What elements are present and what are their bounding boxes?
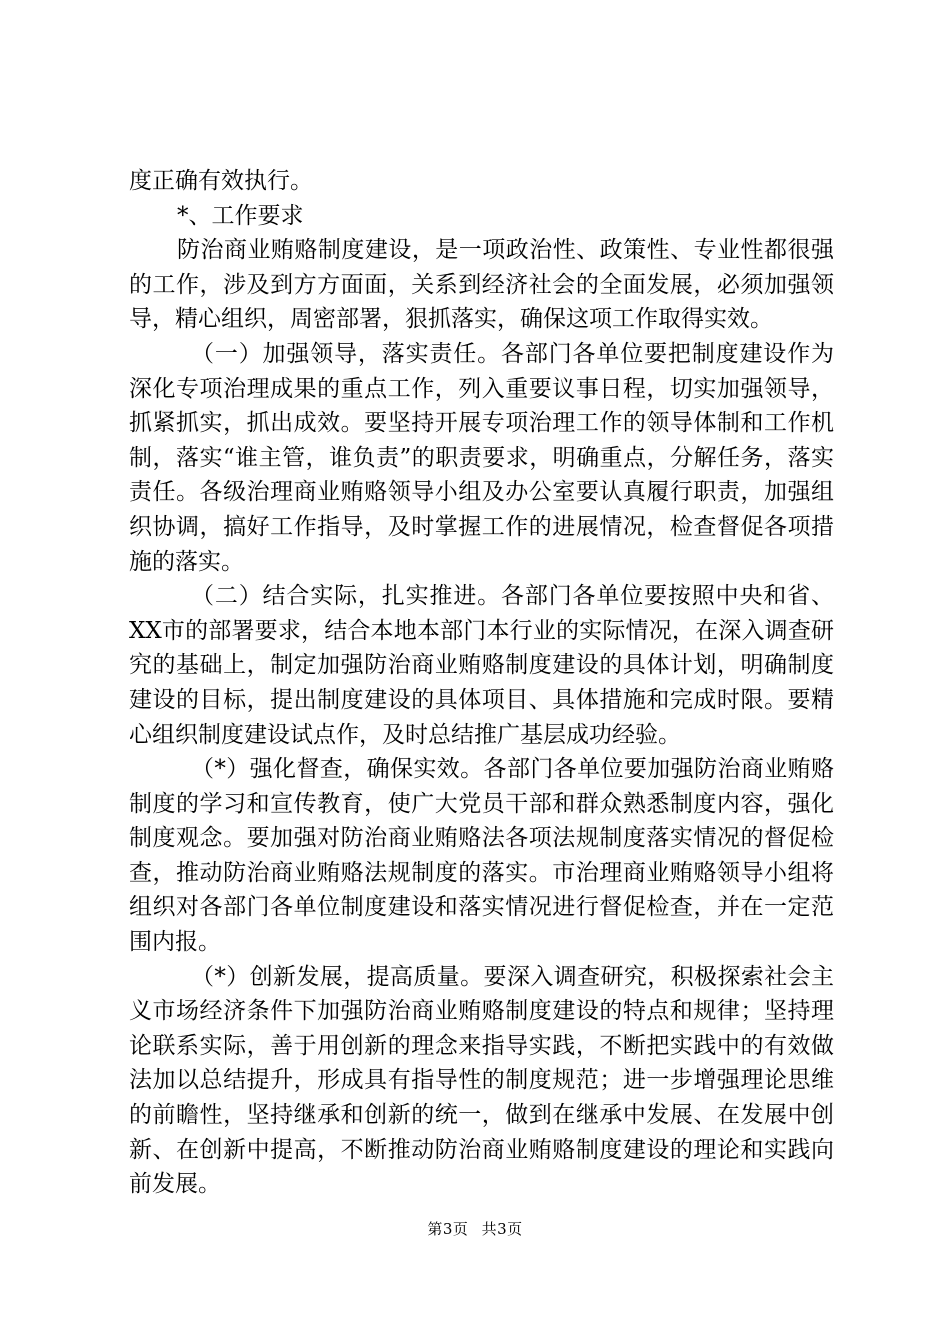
paragraph-intro: 防治商业贿赂制度建设，是一项政治性、政策性、专业性都很强的工作，涉及到方方面面，关系到经济社会的全面发展，必须加强领导，精心组织，周密部署，狠抓落实，确保这项工作取得实效。 xyxy=(129,237,834,333)
paragraph-item-2: （二）结合实际，扎实推进。各部门各单位要按照中央和省、XX市的部署要求，结合本地本部门本行业的实际情况，在深入调查研究的基础上，制定加强防治商业贿赂制度建设的具体计划，明确制度建设的目标，提出制度建设的具体项目、具体措施和完成时限。要精心组织制度建设试点作，及时总结推广基层成功经验。 xyxy=(129,583,834,748)
page-number: 第3页 xyxy=(427,1220,469,1238)
page-total: 共3页 xyxy=(481,1220,523,1238)
paragraph-continuation: 度正确有效执行。 xyxy=(129,168,313,194)
paragraph-item-4: （*）创新发展，提高质量。要深入调查研究，积极探索社会主义市场经济条件下加强防治商业贿赂制度建设的特点和规律；坚持理论联系实际，善于用创新的理念来指导实践，不断把实践中的有效做法加以总结提升，形成具有指导性的制度规范；进一步增强理论思维的前瞻性，坚持继承和创新的统一，做到在继承中发展、在发展中创新、在创新中提高，不断推动防治商业贿赂制度建设的理论和实践向前发展。 xyxy=(129,963,834,1198)
document-body xyxy=(129,164,834,1202)
section-heading-work-requirements: *、工作要求 xyxy=(177,202,304,229)
page-footer xyxy=(0,1219,950,1239)
paragraph-item-3: （*）强化督查，确保实效。各部门各单位要加强防治商业贿赂制度的学习和宣传教育，使广大党员干部和群众熟悉制度内容，强化制度观念。要加强对防治商业贿赂法各项法规制度落实情况的督促检查，推动防治商业贿赂法规制度的落实。市治理商业贿赂领导小组将组织对各部门各单位制度建设和落实情况进行督促检查，并在一定范围内报。 xyxy=(129,756,834,956)
paragraph-item-1: （一）加强领导，落实责任。各部门各单位要把制度建设作为深化专项治理成果的重点工作，列入重要议事日程，切实加强领导，抓紧抓实，抓出成效。要坚持开展专项治理工作的领导体制和工作机制，落实“谁主管，谁负责”的职责要求，明确重点，分解任务，落实责任。各级治理商业贿赂领导小组及办公室要认真履行职责，加强组织协调，搞好工作指导，及时掌握工作的进展情况，检查督促各项措施的落实。 xyxy=(129,340,834,575)
